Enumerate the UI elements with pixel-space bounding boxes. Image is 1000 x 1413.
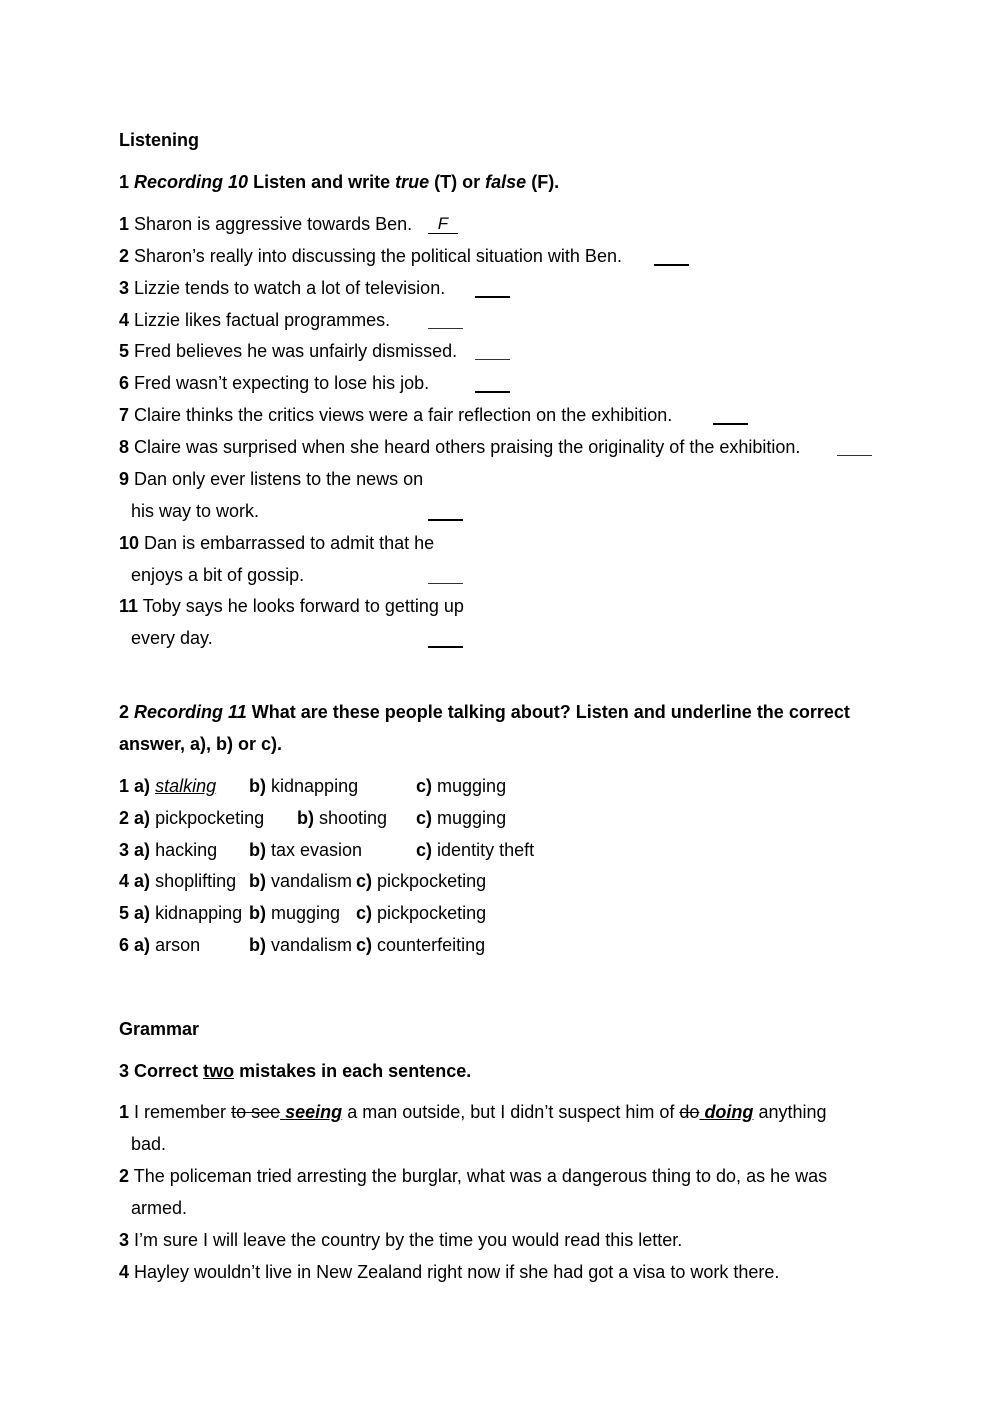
answer-blank[interactable] — [428, 308, 463, 329]
option-a[interactable] — [119, 902, 242, 924]
option-letter: c) — [416, 776, 433, 796]
option-letter: b) — [249, 935, 266, 955]
exercise-number: 2 — [119, 702, 130, 722]
answer-blank[interactable]: F — [428, 213, 458, 234]
question-11-continued: every day. — [131, 628, 213, 648]
question-number: 3 — [119, 840, 130, 860]
option-a[interactable] — [119, 870, 236, 892]
question-number: 1 — [119, 214, 130, 234]
option-c[interactable] — [416, 807, 506, 829]
section-heading-listening: Listening — [119, 130, 199, 150]
exercise-number: 3 — [119, 1061, 130, 1081]
question-text: Claire thinks the critics views were a fair reflection on the exhibition. — [134, 405, 673, 425]
question-9-continued: his way to work. — [131, 501, 260, 521]
option-a[interactable] — [119, 807, 264, 829]
option-text: pickpocketing — [377, 871, 487, 891]
option-text: vandalism — [271, 935, 353, 955]
sentence-number: 3 — [119, 1230, 130, 1250]
sentence-1-continued: bad. — [131, 1134, 167, 1154]
option-letter: a) — [134, 871, 151, 891]
option-b[interactable] — [297, 807, 387, 829]
question-text: Toby says he looks forward to getting up — [142, 596, 464, 616]
question-number: 5 — [119, 903, 130, 923]
option-letter: a) — [134, 840, 151, 860]
question-number: 6 — [119, 373, 130, 393]
option-letter: b) — [249, 871, 266, 891]
exercise-2-instructions-continued: answer, a), b) or c). — [119, 734, 283, 754]
option-a[interactable] — [119, 775, 216, 797]
question-text: Claire was surprised when she heard others praising the originality of the exhibition. — [134, 437, 801, 457]
sentence-text: I remember — [134, 1102, 227, 1122]
option-letter: c) — [356, 935, 373, 955]
sentence-2-continued: armed. — [131, 1198, 188, 1218]
instruction-text: (T) or — [434, 172, 481, 192]
false-word: false — [485, 172, 527, 192]
answer-blank[interactable] — [428, 563, 463, 584]
true-word: true — [395, 172, 430, 192]
answer-blank[interactable] — [654, 244, 689, 266]
question-6 — [119, 372, 429, 394]
sentence-1 — [119, 1101, 827, 1123]
question-text: Sharon is aggressive towards Ben. — [134, 214, 413, 234]
question-9 — [119, 468, 423, 490]
question-number: 10 — [119, 533, 140, 553]
question-number: 6 — [119, 935, 130, 955]
option-text: tax evasion — [271, 840, 363, 860]
correction: seeing — [285, 1102, 343, 1122]
option-letter: a) — [134, 903, 151, 923]
option-b[interactable] — [249, 934, 352, 956]
question-10 — [119, 532, 434, 554]
selected-answer: stalking — [155, 776, 217, 796]
option-b[interactable] — [249, 902, 340, 924]
option-text: mugging — [271, 903, 341, 923]
option-b[interactable] — [249, 775, 358, 797]
question-number: 4 — [119, 871, 130, 891]
instruction-text: What are these people talking about? Listen and underline the correct — [251, 702, 850, 722]
question-number: 11 — [119, 596, 139, 616]
question-number: 2 — [119, 246, 130, 266]
option-letter: a) — [134, 776, 151, 796]
question-number: 1 — [119, 776, 130, 796]
question-10-continued: enjoys a bit of gossip. — [131, 565, 305, 585]
question-text: Fred believes he was unfairly dismissed. — [134, 341, 458, 361]
sentence-text: I’m sure I will leave the country by the time you would read this letter. — [134, 1230, 683, 1250]
sentence-text: The policeman tried arresting the burglar, what was a dangerous thing to do, as he was — [133, 1166, 828, 1186]
question-text: Sharon’s really into discussing the political situation with Ben. — [134, 246, 622, 266]
option-text: identity theft — [437, 840, 535, 860]
question-text: Dan is embarrassed to admit that he — [144, 533, 435, 553]
question-number: 8 — [119, 437, 130, 457]
question-1 — [119, 213, 412, 235]
question-number: 9 — [119, 469, 130, 489]
sentence-number: 4 — [119, 1262, 130, 1282]
option-letter: c) — [356, 871, 373, 891]
option-letter: b) — [249, 903, 266, 923]
answer-blank[interactable] — [428, 499, 463, 521]
recording-label: Recording 11 — [134, 702, 247, 722]
question-number: 7 — [119, 405, 130, 425]
option-text: kidnapping — [155, 903, 243, 923]
option-text: kidnapping — [271, 776, 359, 796]
option-text: shooting — [319, 808, 388, 828]
sentence-number: 2 — [119, 1166, 130, 1186]
question-text: Dan only ever listens to the news on — [134, 469, 424, 489]
question-text: Lizzie tends to watch a lot of television. — [134, 278, 446, 298]
option-text: arson — [155, 935, 201, 955]
option-letter: a) — [134, 935, 151, 955]
sentence-3 — [119, 1229, 682, 1251]
instruction-text: Correct — [134, 1061, 199, 1081]
option-c[interactable] — [356, 902, 486, 924]
option-letter: b) — [297, 808, 314, 828]
option-a[interactable] — [119, 839, 217, 861]
question-number: 3 — [119, 278, 130, 298]
option-text: pickpocketing — [155, 808, 265, 828]
sentence-number: 1 — [119, 1102, 130, 1122]
answer-blank[interactable] — [713, 403, 748, 425]
option-letter: b) — [249, 776, 266, 796]
option-letter: b) — [249, 840, 266, 860]
option-text: vandalism — [271, 871, 353, 891]
option-c[interactable] — [356, 934, 485, 956]
option-text: mugging — [437, 776, 507, 796]
question-7 — [119, 404, 672, 426]
option-b[interactable] — [249, 839, 362, 861]
sentence-text: a man outside, but I didn’t suspect him of — [347, 1102, 675, 1122]
question-3 — [119, 277, 445, 299]
question-number: 5 — [119, 341, 130, 361]
option-letter: c) — [416, 808, 433, 828]
question-5 — [119, 340, 457, 362]
sentence-text: Hayley wouldn’t live in New Zealand right now if she had got a visa to work there. — [134, 1262, 780, 1282]
recording-label: Recording 10 — [134, 172, 249, 192]
question-2 — [119, 245, 622, 267]
option-text: shoplifting — [155, 871, 237, 891]
exercise-2-instructions — [119, 701, 850, 723]
instruction-text: Listen and write — [253, 172, 391, 192]
exercise-3-instructions — [119, 1060, 471, 1082]
emphasis-two: two — [203, 1061, 235, 1081]
struck-word: to see — [231, 1102, 281, 1122]
correction: doing — [704, 1102, 754, 1122]
option-c[interactable] — [356, 870, 486, 892]
exercise-1-instructions — [119, 171, 559, 193]
question-8 — [119, 436, 800, 458]
exercise-number: 1 — [119, 172, 130, 192]
question-number: 2 — [119, 808, 130, 828]
answer-blank[interactable] — [475, 339, 510, 360]
question-4 — [119, 309, 390, 331]
option-c[interactable] — [416, 839, 534, 861]
question-text: Fred wasn’t expecting to lose his job. — [134, 373, 430, 393]
option-text: mugging — [437, 808, 507, 828]
option-text: counterfeiting — [377, 935, 486, 955]
option-letter: a) — [134, 808, 151, 828]
question-number: 4 — [119, 310, 130, 330]
sentence-2 — [119, 1165, 827, 1187]
option-a[interactable] — [119, 934, 200, 956]
answer-blank[interactable] — [475, 276, 510, 298]
section-heading-grammar: Grammar — [119, 1019, 200, 1039]
option-letter: c) — [416, 840, 433, 860]
sentence-text: anything — [758, 1102, 827, 1122]
answer-blank[interactable] — [428, 626, 463, 648]
answer-blank[interactable] — [475, 371, 510, 393]
option-letter: c) — [356, 903, 373, 923]
option-text: pickpocketing — [377, 903, 487, 923]
answer-blank[interactable] — [837, 435, 872, 456]
struck-word: do — [679, 1102, 700, 1122]
instruction-text: mistakes in each sentence. — [239, 1061, 472, 1081]
option-c[interactable] — [416, 775, 506, 797]
sentence-4 — [119, 1261, 779, 1283]
question-11 — [119, 595, 464, 617]
option-text: hacking — [155, 840, 218, 860]
instruction-text: (F). — [531, 172, 560, 192]
option-b[interactable] — [249, 870, 352, 892]
question-text: Lizzie likes factual programmes. — [134, 310, 391, 330]
